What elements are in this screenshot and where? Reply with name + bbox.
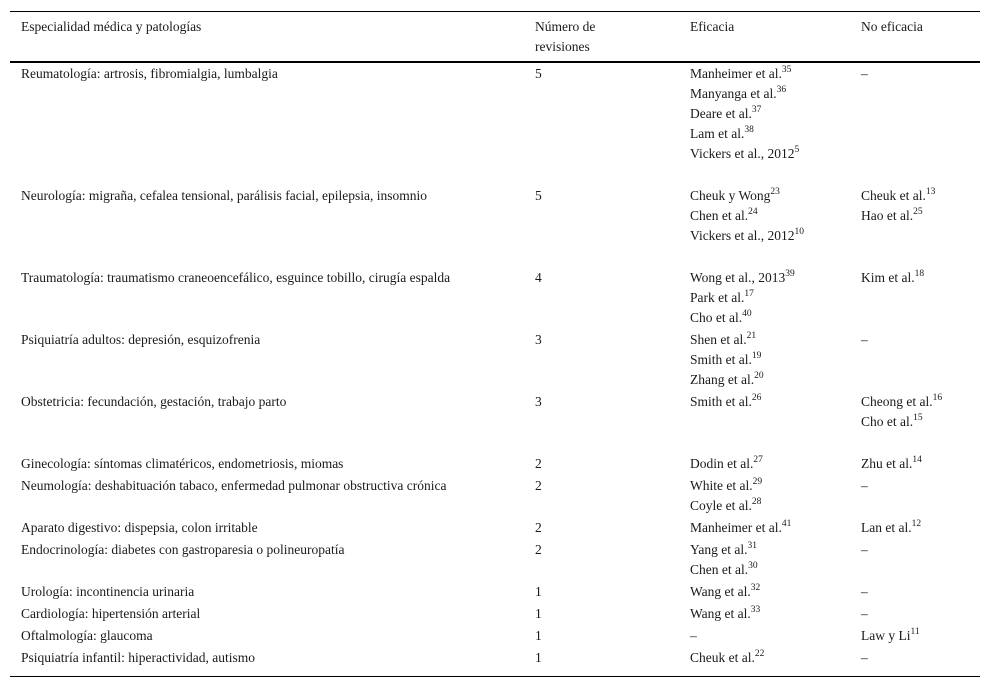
- citation-text: Manyanga et al.: [690, 86, 777, 101]
- citation-text: Yang et al.: [690, 542, 748, 557]
- row-efficacy: [690, 64, 840, 164]
- citation: [690, 84, 840, 104]
- row-reviews: 5: [535, 66, 542, 81]
- row-specialty: Traumatología: traumatismo craneoencefálico, esguince tobillo, cirugía espalda: [21, 270, 451, 285]
- citation-text: Cho et al.: [861, 414, 914, 429]
- citation: [861, 626, 956, 646]
- citation-text: Vickers et al., 2012: [690, 228, 795, 243]
- header-specialty: Especialidad médica y patologías: [21, 19, 202, 34]
- citation: [861, 518, 956, 538]
- row-reviews: 2: [535, 542, 542, 557]
- citation: [690, 370, 840, 390]
- citation-number: 29: [752, 476, 763, 487]
- citation-text: –: [861, 606, 868, 621]
- table-bottom-rule: [10, 676, 980, 677]
- citation: [861, 412, 956, 432]
- row-efficacy: [690, 582, 840, 602]
- citation-number: 32: [750, 582, 761, 593]
- row-specialty: Obstetricia: fecundación, gestación, trabajo parto: [21, 394, 287, 409]
- row-reviews: 2: [535, 456, 542, 471]
- row-specialty: Psiquiatría adultos: depresión, esquizofrenia: [21, 332, 261, 347]
- citation-number: 23: [770, 186, 780, 197]
- citation-text: Manheimer et al.: [690, 520, 782, 535]
- row-no-efficacy: [861, 330, 956, 350]
- row-reviews: 2: [535, 520, 542, 535]
- citation-number: 22: [754, 648, 765, 659]
- row-efficacy: [690, 268, 840, 328]
- citation: [690, 288, 840, 308]
- citation: [861, 454, 956, 474]
- citation-text: Cheuk et al.: [861, 188, 926, 203]
- row-efficacy: [690, 454, 840, 474]
- row-reviews: 1: [535, 606, 542, 621]
- row-no-efficacy: [861, 540, 956, 560]
- citation: [690, 392, 840, 412]
- table-header-rule: [10, 61, 980, 63]
- row-specialty: Aparato digestivo: dispepsia, colon irritable: [21, 520, 258, 535]
- citation-number: 41: [781, 518, 792, 529]
- citation: [690, 604, 840, 624]
- citation: [861, 186, 956, 206]
- row-no-efficacy: [861, 392, 956, 432]
- row-specialty: Cardiología: hipertensión arterial: [21, 606, 201, 621]
- citation: [690, 350, 840, 370]
- citation: [861, 476, 956, 496]
- citation-text: Zhu et al.: [861, 456, 913, 471]
- citation: [690, 518, 840, 538]
- row-no-efficacy: [861, 476, 956, 496]
- citation: [690, 330, 840, 350]
- citation-number: 31: [747, 540, 758, 551]
- citation: [690, 582, 840, 602]
- citation-number: 17: [744, 288, 754, 299]
- citation-number: 33: [750, 604, 761, 615]
- row-efficacy: [690, 330, 840, 390]
- citation-text: Deare et al.: [690, 106, 752, 121]
- citation-text: Smith et al.: [690, 394, 752, 409]
- citation: [690, 540, 840, 560]
- citation-text: Cho et al.: [690, 310, 743, 325]
- citation-number: 12: [911, 518, 922, 529]
- citation-text: Smith et al.: [690, 352, 752, 367]
- citation-text: Lam et al.: [690, 126, 745, 141]
- row-no-efficacy: [861, 582, 956, 602]
- row-no-efficacy: [861, 64, 956, 84]
- row-reviews: 1: [535, 628, 542, 643]
- citation: [690, 186, 840, 206]
- citation: [690, 648, 840, 668]
- row-efficacy: [690, 540, 840, 580]
- row-no-efficacy: [861, 268, 956, 288]
- citation: [690, 144, 840, 164]
- citation: [861, 268, 956, 288]
- row-specialty: Psiquiatría infantil: hiperactividad, autismo: [21, 650, 255, 665]
- citation: [690, 226, 840, 246]
- row-reviews: 1: [535, 650, 542, 665]
- citation-text: Law y Li: [861, 628, 911, 643]
- row-no-efficacy: [861, 518, 956, 538]
- citation-text: Park et al.: [690, 290, 745, 305]
- citation: [690, 476, 840, 496]
- row-reviews: 5: [535, 188, 542, 203]
- row-reviews: 3: [535, 332, 542, 347]
- row-specialty: Neumología: deshabituación tabaco, enfermedad pulmonar obstructiva crónica: [21, 478, 447, 493]
- citation-text: Chen et al.: [690, 562, 749, 577]
- citation-text: –: [861, 66, 868, 81]
- row-specialty: Neurología: migraña, cefalea tensional, parálisis facial, epilepsia, insomnio: [21, 188, 427, 203]
- citation: [690, 308, 840, 328]
- citation: [690, 454, 840, 474]
- citation: [690, 124, 840, 144]
- citation-number: 16: [932, 392, 943, 403]
- citation-number: 26: [751, 392, 762, 403]
- citation: [861, 540, 956, 560]
- citation: [861, 330, 956, 350]
- citation-number: 30: [748, 560, 758, 571]
- header-reviews: Número de revisiones: [535, 19, 596, 54]
- row-no-efficacy: [861, 626, 956, 646]
- citation-number: 25: [913, 206, 923, 217]
- header-efficacy: Eficacia: [690, 19, 735, 34]
- citation-text: Chen et al.: [690, 208, 749, 223]
- citation: [861, 64, 956, 84]
- citation-text: –: [861, 584, 868, 599]
- citation-text: Wong et al., 2013: [690, 270, 786, 285]
- citation: [861, 582, 956, 602]
- citation: [690, 496, 840, 516]
- citation-text: Coyle et al.: [690, 498, 752, 513]
- header-no-efficacy: No eficacia: [861, 19, 923, 34]
- citation-number: 15: [913, 412, 923, 423]
- citation-number: 28: [751, 496, 762, 507]
- citation-text: Lan et al.: [861, 520, 912, 535]
- row-no-efficacy: [861, 648, 956, 668]
- citation-text: Dodin et al.: [690, 456, 754, 471]
- citation: [690, 626, 840, 646]
- citation: [690, 268, 840, 288]
- citation-number: 24: [748, 206, 758, 217]
- row-specialty: Reumatología: artrosis, fibromialgia, lumbalgia: [21, 66, 278, 81]
- row-specialty: Urología: incontinencia urinaria: [21, 584, 195, 599]
- citation-text: Hao et al.: [861, 208, 914, 223]
- citation-number: 19: [751, 350, 762, 361]
- table-header: [10, 12, 980, 62]
- citation: [861, 604, 956, 624]
- citation: [861, 648, 956, 668]
- row-efficacy: [690, 518, 840, 538]
- row-specialty: Oftalmología: glaucoma: [21, 628, 153, 643]
- citation-text: –: [690, 628, 697, 643]
- row-no-efficacy: [861, 604, 956, 624]
- citation-number: 38: [744, 124, 754, 135]
- citation-text: Manheimer et al.: [690, 66, 782, 81]
- citation: [690, 64, 840, 84]
- row-reviews: 3: [535, 394, 542, 409]
- citation-text: White et al.: [690, 478, 753, 493]
- citation-text: –: [861, 650, 868, 665]
- row-no-efficacy: [861, 186, 956, 226]
- citation-number: 40: [742, 308, 752, 319]
- citation-text: Wang et al.: [690, 606, 751, 621]
- citation-number: 18: [914, 268, 925, 279]
- citation-text: –: [861, 332, 868, 347]
- citation-text: Zhang et al.: [690, 372, 755, 387]
- row-reviews: 4: [535, 270, 542, 285]
- citation-number: 5: [794, 144, 800, 155]
- citation-text: Vickers et al., 2012: [690, 146, 795, 161]
- row-specialty: Endocrinología: diabetes con gastroparesia o polineuropatía: [21, 542, 345, 557]
- citation-number: 10: [794, 226, 805, 237]
- citation: [690, 560, 840, 580]
- row-specialty: Ginecología: síntomas climatéricos, endometriosis, miomas: [21, 456, 344, 471]
- row-efficacy: [690, 476, 840, 516]
- citation: [861, 206, 956, 226]
- row-efficacy: [690, 604, 840, 624]
- row-efficacy: [690, 392, 840, 412]
- row-efficacy: [690, 626, 840, 646]
- citation-number: 37: [751, 104, 762, 115]
- row-no-efficacy: [861, 454, 956, 474]
- citation-text: Wang et al.: [690, 584, 751, 599]
- row-reviews: 2: [535, 478, 542, 493]
- citation-number: 35: [781, 64, 792, 75]
- row-reviews: 1: [535, 584, 542, 599]
- citation-number: 14: [912, 454, 922, 465]
- citation-number: 36: [776, 84, 787, 95]
- citation-text: Cheuk et al.: [690, 650, 755, 665]
- citation-text: –: [861, 542, 868, 557]
- citation: [690, 206, 840, 226]
- citation-text: Shen et al.: [690, 332, 747, 347]
- citation-number: 13: [925, 186, 936, 197]
- citation-number: 27: [753, 454, 763, 465]
- citation-text: Cheuk y Wong: [690, 188, 771, 203]
- citation-text: Cheong et al.: [861, 394, 933, 409]
- citation: [861, 392, 956, 412]
- citation-text: Kim et al.: [861, 270, 915, 285]
- citation-number: 21: [746, 330, 757, 341]
- citation-number: 11: [910, 626, 920, 637]
- citation-number: 39: [785, 268, 795, 279]
- citation-number: 20: [754, 370, 764, 381]
- row-efficacy: [690, 186, 840, 246]
- citation-text: –: [861, 478, 868, 493]
- citation: [690, 104, 840, 124]
- row-efficacy: [690, 648, 840, 668]
